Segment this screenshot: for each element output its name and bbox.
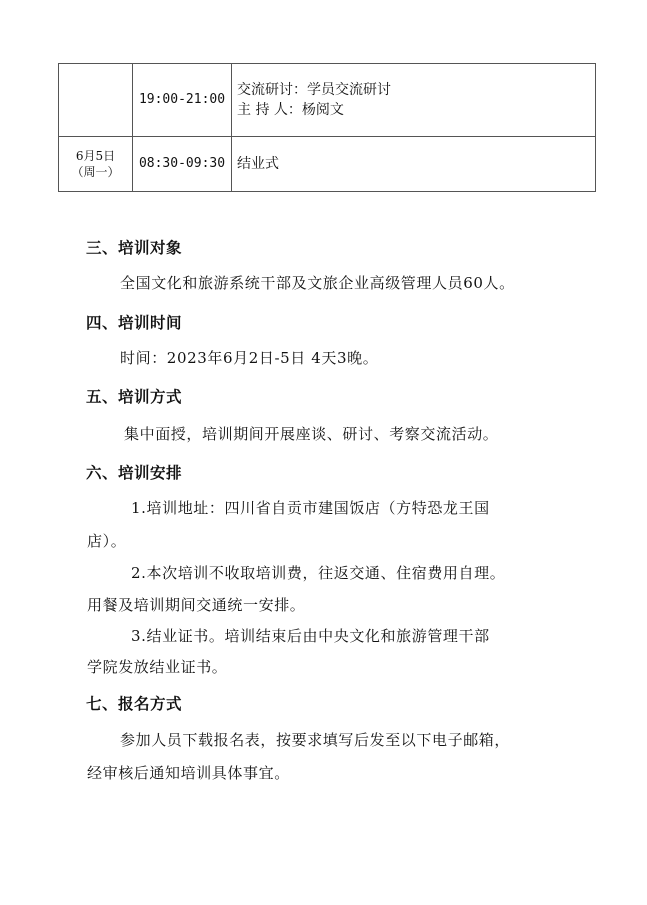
session-title: 结业式 bbox=[237, 156, 279, 172]
session-host: 主 持 人：杨阅文 bbox=[237, 102, 344, 118]
section-heading-time: 四、培训时间 bbox=[86, 314, 183, 332]
table-row bbox=[59, 137, 596, 192]
section-text-time: 时间：2023年6月2日-5日 4天3晚。 bbox=[120, 349, 379, 367]
arrangement-item-1-cont: 店）。 bbox=[87, 532, 127, 550]
time-cell: 19:00-21:00 bbox=[133, 64, 232, 137]
weekday-text: （周一） bbox=[71, 165, 120, 179]
date-cell bbox=[59, 64, 133, 137]
date-cell bbox=[59, 137, 133, 192]
arrangement-item-3-cont: 学院发放结业证书。 bbox=[87, 658, 228, 676]
arrangement-item-3: 3.结业证书。培训结束后由中央文化和旅游管理干部 bbox=[131, 627, 490, 645]
table-row bbox=[59, 64, 596, 137]
schedule-table bbox=[58, 63, 596, 192]
content-cell bbox=[232, 137, 596, 192]
content-cell bbox=[232, 64, 596, 137]
section-heading-registration: 七、报名方式 bbox=[86, 695, 183, 713]
time-cell: 08:30-09:30 bbox=[133, 137, 232, 192]
arrangement-item-2-cont: 用餐及培训期间交通统一安排。 bbox=[87, 596, 306, 614]
session-title: 交流研讨：学员交流研讨 bbox=[237, 82, 391, 98]
date-text: 6月5日 bbox=[75, 149, 116, 163]
registration-text: 参加人员下载报名表，按要求填写后发至以下电子邮箱， bbox=[120, 731, 511, 749]
section-text-method: 集中面授，培训期间开展座谈、研讨、考察交流活动。 bbox=[124, 425, 499, 443]
section-heading-arrangement: 六、培训安排 bbox=[86, 464, 183, 482]
arrangement-item-1: 1.培训地址：四川省自贡市建国饭店（方特恐龙王国 bbox=[131, 499, 490, 517]
arrangement-item-2: 2.本次培训不收取培训费，往返交通、住宿费用自理。 bbox=[131, 564, 506, 582]
section-heading-trainees: 三、培训对象 bbox=[86, 239, 183, 257]
section-heading-method: 五、培训方式 bbox=[86, 388, 183, 406]
section-text-trainees: 全国文化和旅游系统干部及文旅企业高级管理人员60人。 bbox=[120, 274, 515, 292]
registration-text-cont: 经审核后通知培训具体事宜。 bbox=[87, 764, 290, 782]
